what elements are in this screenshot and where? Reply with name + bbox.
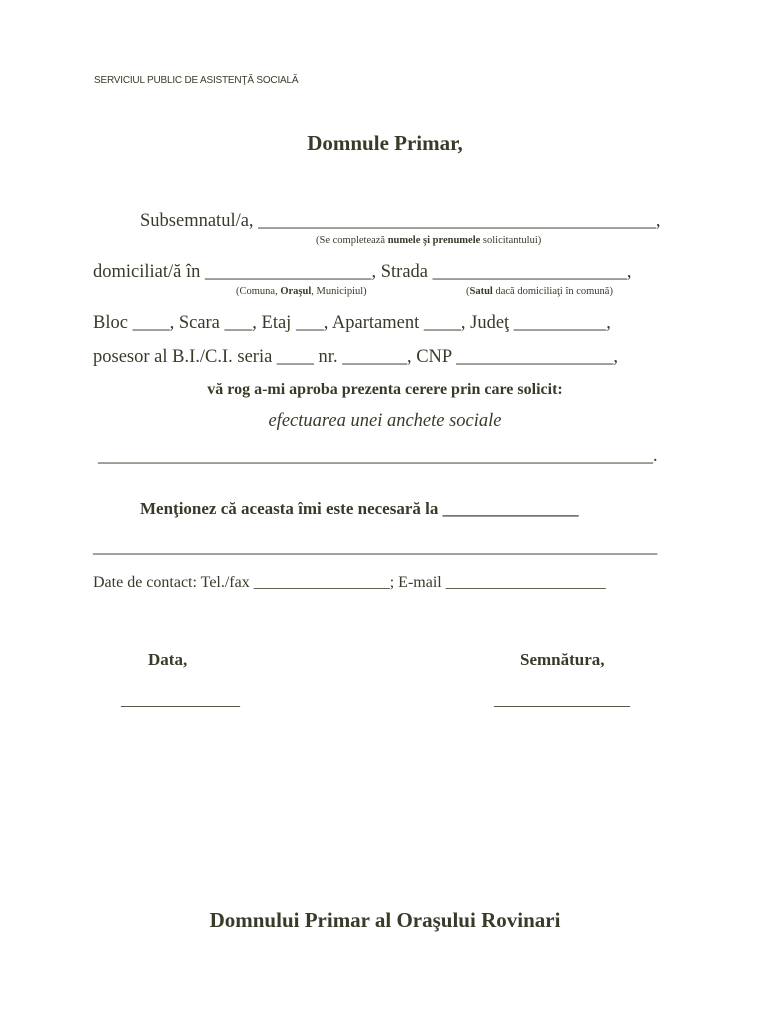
posesor-line: posesor al B.I./C.I. seria ____ nr. _______, CNP _________________, [93,347,619,367]
satul-hint-post: dacă domiciliaţi în comună) [492,286,613,297]
addressee-footer: Domnului Primar al Oraşului Rovinari [209,908,561,932]
satul-hint-bold: Satul [469,286,493,297]
date-field-line: ______________ [121,690,240,709]
name-hint [316,235,541,246]
mentionez-line: Menţionez că aceasta îmi este necesară la ________________ [140,499,579,518]
mentionez-underline: _____________________________________________________________ [93,537,658,557]
bloc-line: Bloc ____, Scara ___, Etaj ___, Apartament ____, Judeţ __________, [93,313,611,333]
request-purpose: efectuarea unei anchete sociale [268,411,502,431]
salutation-title: Domnule Primar, [307,131,463,155]
signature-field-line: ________________ [494,690,630,709]
name-hint-pre: (Se completează [316,235,388,246]
comuna-hint-bold: Oraşul [280,286,312,297]
subsemnatul-line: Subsemnatul/a, ___________________________________________, [140,211,661,231]
purpose-underline: ____________________________________________________________. [98,446,658,466]
comuna-hint-pre: (Comuna, [236,286,281,297]
satul-hint-open: ( [466,286,470,297]
request-line: vă rog a-mi aproba prezenta cerere prin care solicit: [207,381,563,398]
comuna-hint [236,286,367,297]
organization-header: SERVICIUL PUBLIC DE ASISTENŢĂ SOCIALĂ [94,75,299,86]
domiciliat-line: domiciliat/ă în __________________, Strada _____________________, [93,262,632,282]
satul-hint [466,286,613,297]
name-hint-bold: numele şi prenumele [387,235,481,246]
name-hint-post: solicitantului) [480,235,542,246]
date-label: Data, [148,650,188,669]
signature-label: Semnătura, [520,650,605,669]
contact-line: Date de contact: Tel./fax _________________; E-mail ____________________ [93,574,606,591]
comuna-hint-post: , Municipiul) [311,286,367,297]
